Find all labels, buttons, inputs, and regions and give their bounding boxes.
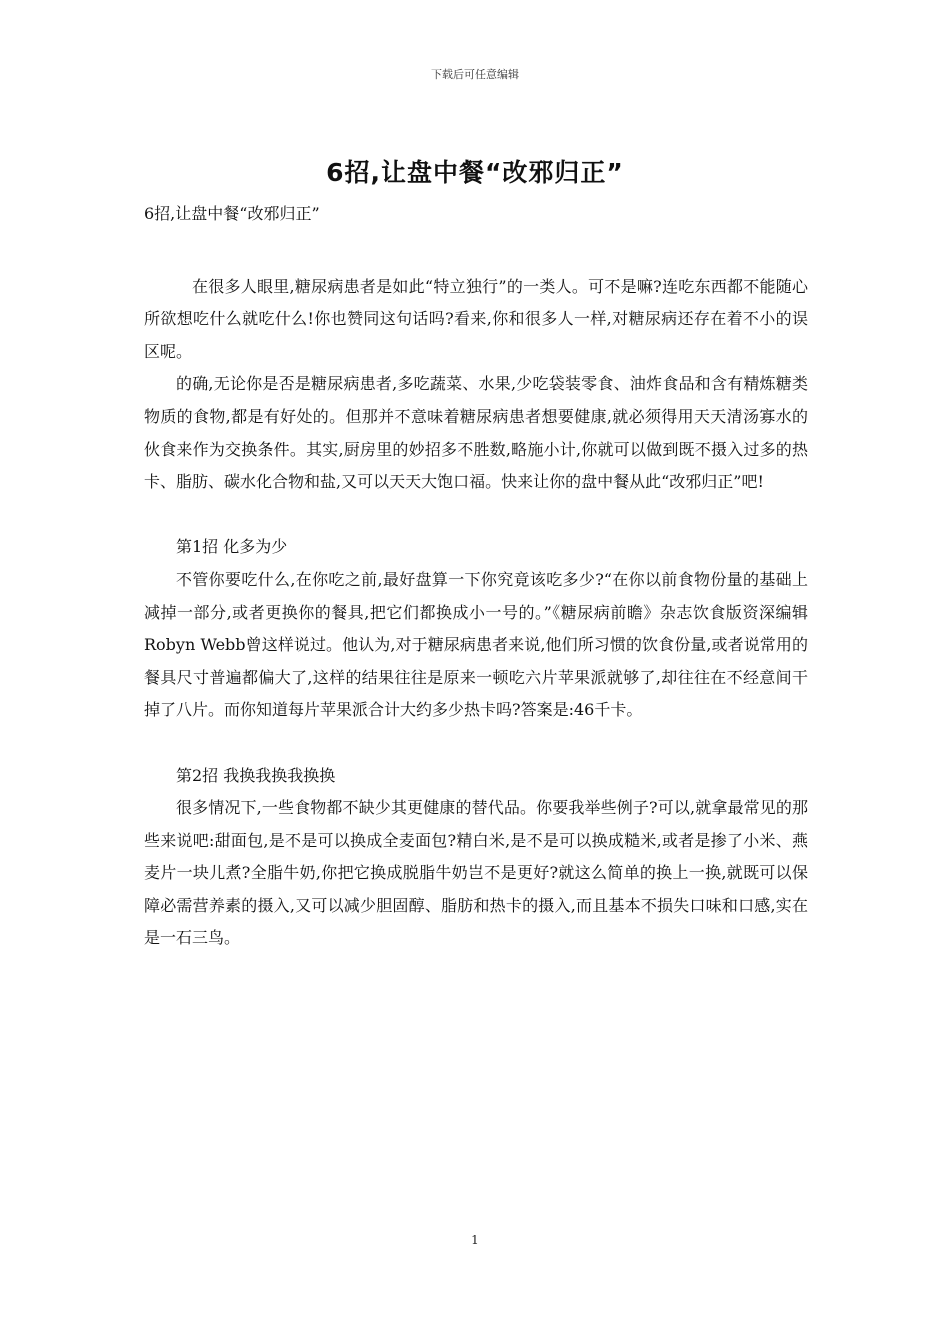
section-2-heading: 第2招 我换我换我换换 xyxy=(176,765,336,785)
intro-paragraph-2: 的确,无论你是否是糖尿病患者,多吃蔬菜、水果,少吃袋装零食、油炸食品和含有精炼糖类物质的食物,都是有好处的。但那并不意味着糖尿病患者想要健康,就必须得用天天清汤寡水的伙食来作为交换条件。其实,厨房里的妙招多不胜数,略施小计,你就可以做到既不摄入过多的热卡、脂肪、碳水化合物和盐,又可以天天大饱口福。快来让你的盘中餐从此“改邪归正”吧! xyxy=(144,374,808,492)
header-note: 下载后可任意编辑 xyxy=(431,68,519,81)
section-1-heading: 第1招 化多为少 xyxy=(176,537,288,557)
spacer xyxy=(144,231,808,271)
document-subtitle: 6招,让盘中餐“改邪归正” xyxy=(144,204,320,223)
section-2-paragraph: 很多情况下,一些食物都不缺少其更健康的替代品。你要我举些例子?可以,就拿最常见的那些来说吧:甜面包,是不是可以换成全麦面包?精白米,是不是可以换成糙米,或者是掺了小米、燕麦片一块儿煮?全脂牛奶,你把它换成脱脂牛奶岂不是更好?就这么简单的换上一换,就既可以保障必需营养素的摄入,又可以减少胆固醇、脂肪和热卡的摄入,而且基本不损失口味和口感,实在是一石三鸟。 xyxy=(144,798,808,948)
document-body xyxy=(144,198,808,955)
document-title: 6招,让盘中餐“改邪归正” xyxy=(326,158,624,187)
page-number: 1 xyxy=(471,1233,479,1247)
intro-paragraph-1: 在很多人眼里,糖尿病患者是如此“特立独行”的一类人。可不是嘛?连吃东西都不能随心所欲想吃什么就吃什么!你也赞同这句话吗?看来,你和很多人一样,对糖尿病还存在着不小的误区呢。 xyxy=(144,276,808,361)
spacer xyxy=(144,499,808,532)
section-1-paragraph: 不管你要吃什么,在你吃之前,最好盘算一下你究竟该吃多少?“在你以前食物份量的基础上减掉一部分,或者更换你的餐具,把它们都换成小一号的。”《糖尿病前瞻》杂志饮食版资深编辑Robyn Webb曾这样说过。他认为,对于糖尿病患者来说,他们所习惯的饮食份量,或者说常用的餐具尺寸普遍都偏大了,这样的结果往往是原来一顿吃六片苹果派就够了,却往往在不经意间干掉了八片。而你知道每片苹果派合计大约多少热卡吗?答案是:46千卡。 xyxy=(144,569,808,720)
spacer xyxy=(144,727,808,760)
